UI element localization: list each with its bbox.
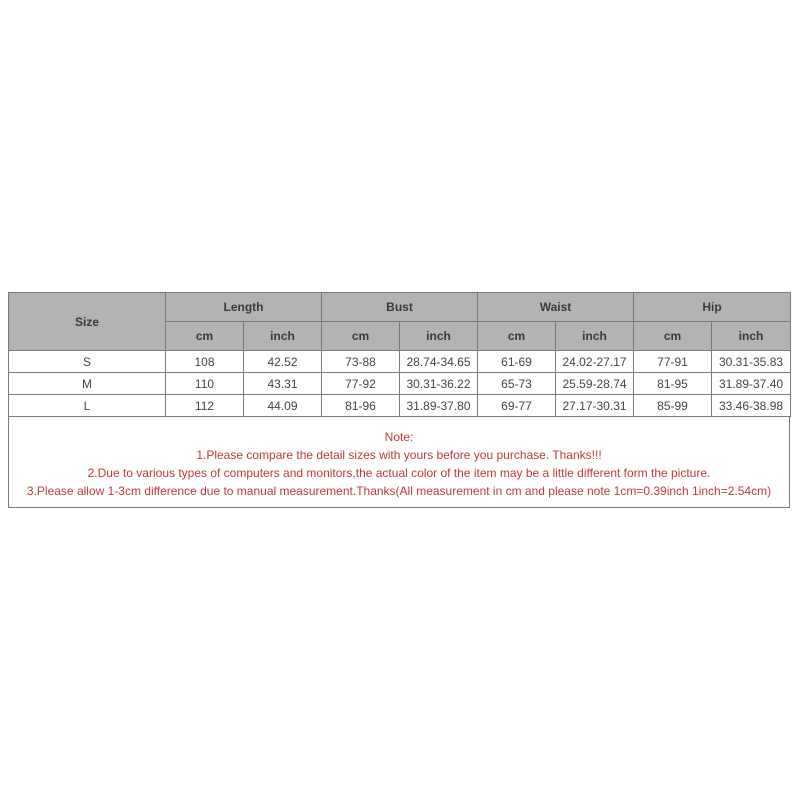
size-cell: L — [9, 395, 166, 417]
table-cell: 33.46-38.98 — [712, 395, 791, 417]
unit-header: cm — [166, 322, 244, 351]
table-cell: 77-92 — [322, 373, 400, 395]
unit-header: cm — [634, 322, 712, 351]
unit-header: cm — [322, 322, 400, 351]
size-cell: S — [9, 351, 166, 373]
group-header-row — [9, 293, 791, 322]
group-header-bust: Bust — [322, 293, 478, 322]
table-cell: 77-91 — [634, 351, 712, 373]
table-cell: 31.89-37.40 — [712, 373, 791, 395]
table-cell: 42.52 — [244, 351, 322, 373]
size-table — [8, 292, 791, 417]
table-cell: 85-99 — [634, 395, 712, 417]
table-cell: 61-69 — [478, 351, 556, 373]
group-header-length: Length — [166, 293, 322, 322]
notes-box — [8, 417, 790, 508]
table-row — [9, 395, 791, 417]
note-title: Note: — [384, 430, 414, 444]
group-header-waist: Waist — [478, 293, 634, 322]
size-cell: M — [9, 373, 166, 395]
unit-header: inch — [712, 322, 791, 351]
note-line: 3.Please allow 1-3cm difference due to manual measurement.Thanks(All measurement in cm and please note 1cm=0.39inch 1inch=2.54cm) — [26, 484, 772, 498]
table-cell: 25.59-28.74 — [556, 373, 634, 395]
note-line: 1.Please compare the detail sizes with yours before you purchase. Thanks!!! — [196, 448, 602, 462]
table-row — [9, 373, 791, 395]
table-cell: 110 — [166, 373, 244, 395]
group-header-hip: Hip — [634, 293, 791, 322]
table-cell: 69-77 — [478, 395, 556, 417]
table-cell: 108 — [166, 351, 244, 373]
table-row — [9, 351, 791, 373]
table-cell: 112 — [166, 395, 244, 417]
table-cell: 81-96 — [322, 395, 400, 417]
unit-header: inch — [244, 322, 322, 351]
size-chart — [8, 292, 790, 508]
table-cell: 44.09 — [244, 395, 322, 417]
table-cell: 27.17-30.31 — [556, 395, 634, 417]
table-cell: 30.31-36.22 — [400, 373, 478, 395]
table-cell: 30.31-35.83 — [712, 351, 791, 373]
table-cell: 43.31 — [244, 373, 322, 395]
unit-header: inch — [400, 322, 478, 351]
table-cell: 31.89-37.80 — [400, 395, 478, 417]
table-cell: 65-73 — [478, 373, 556, 395]
table-cell: 24.02-27.17 — [556, 351, 634, 373]
size-header: Size — [9, 293, 166, 351]
table-cell: 81-95 — [634, 373, 712, 395]
unit-header: inch — [556, 322, 634, 351]
note-line: 2.Due to various types of computers and monitors,the actual color of the item may be a little different form the picture. — [87, 466, 711, 480]
unit-header: cm — [478, 322, 556, 351]
table-cell: 28.74-34.65 — [400, 351, 478, 373]
table-cell: 73-88 — [322, 351, 400, 373]
